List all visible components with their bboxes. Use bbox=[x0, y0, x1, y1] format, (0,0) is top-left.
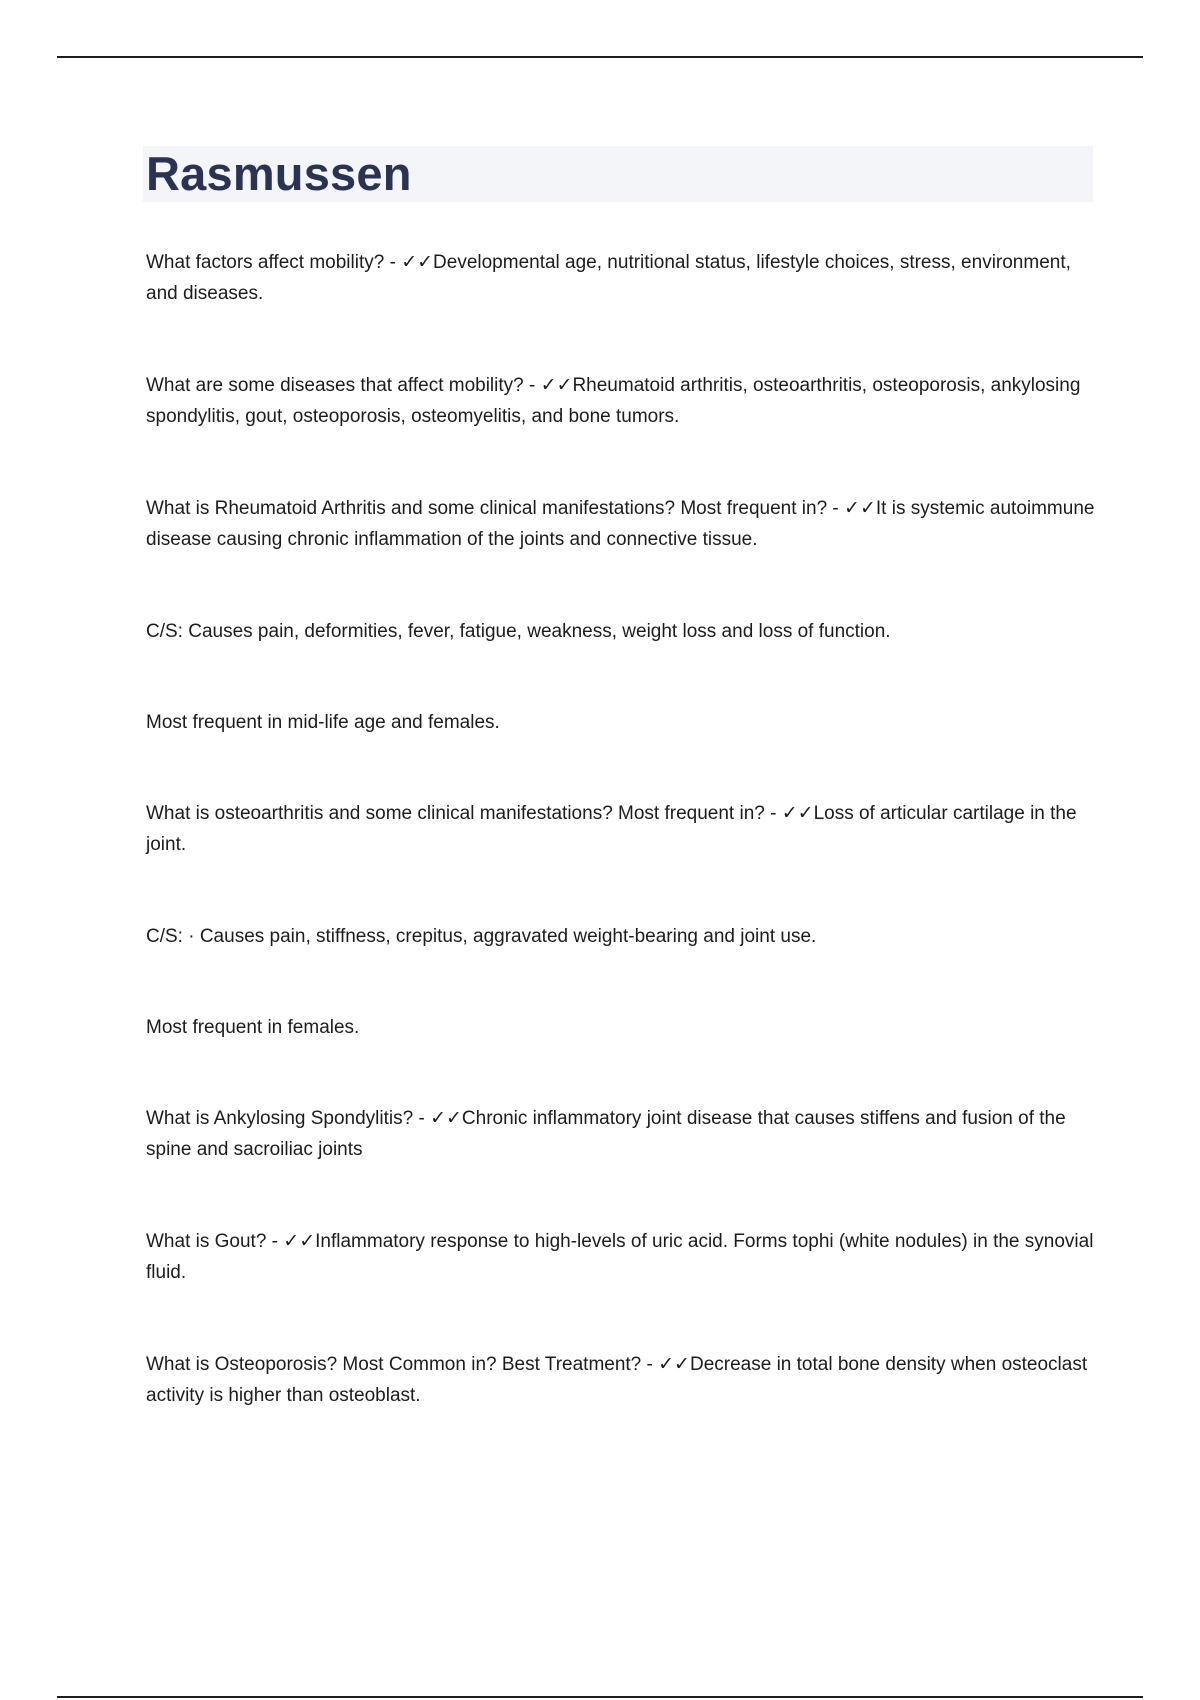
question-text: What is osteoarthritis and some clinical manifestations? Most frequent in? - bbox=[146, 803, 782, 824]
qa-entry bbox=[146, 493, 1096, 555]
double-check-icon: ✓✓ bbox=[401, 251, 434, 273]
double-check-icon: ✓✓ bbox=[283, 1230, 316, 1252]
question-text: What is Gout? - bbox=[146, 1231, 284, 1252]
bottom-rule bbox=[57, 1696, 1143, 1698]
double-check-icon: ✓✓ bbox=[540, 374, 573, 396]
answer-continuation: Most frequent in females. bbox=[146, 1017, 360, 1038]
question-text: What is Osteoporosis? Most Common in? Best Treatment? - bbox=[146, 1354, 659, 1375]
question-text: What factors affect mobility? - bbox=[146, 252, 402, 273]
answer-text: Chronic inflammatory joint disease that causes stiffens and fusion of the spine and sacroiliac joints bbox=[146, 1108, 1066, 1160]
double-check-icon: ✓✓ bbox=[430, 1107, 462, 1129]
top-rule bbox=[57, 56, 1143, 58]
double-check-icon: ✓✓ bbox=[781, 802, 814, 824]
qa-entry bbox=[146, 1103, 1096, 1165]
question-text: What is Ankylosing Spondylitis? - bbox=[146, 1108, 431, 1129]
answer-continuation: C/S: · Causes pain, stiffness, crepitus, aggravated weight-bearing and joint use. bbox=[146, 926, 817, 947]
answer-text: Rheumatoid arthritis, osteoarthritis, osteoporosis, ankylosing spondylitis, gout, osteoporosis, osteomyelitis, and bone tumors. bbox=[146, 375, 1081, 427]
document-title: Rasmussen bbox=[146, 147, 412, 200]
answer-text: Inflammatory response to high-levels of uric acid. Forms tophi (white nodules) in the synovial fluid. bbox=[146, 1231, 1094, 1283]
double-check-icon: ✓✓ bbox=[658, 1353, 690, 1375]
qa-entry bbox=[146, 370, 1096, 432]
qa-entry bbox=[146, 1349, 1096, 1411]
question-text: What are some diseases that affect mobility? - bbox=[146, 375, 541, 396]
qa-entry bbox=[146, 1226, 1096, 1288]
answer-text: Developmental age, nutritional status, lifestyle choices, stress, environment, and diseases. bbox=[146, 252, 1071, 304]
answer-continuation: C/S: Causes pain, deformities, fever, fatigue, weakness, weight loss and loss of function. bbox=[146, 621, 891, 642]
qa-entry bbox=[146, 798, 1096, 860]
answer-text: Loss of articular cartilage in the joint. bbox=[146, 803, 1077, 855]
question-text: What is Rheumatoid Arthritis and some clinical manifestations? Most frequent in? - bbox=[146, 498, 845, 519]
document-body bbox=[146, 247, 1096, 1472]
double-check-icon: ✓✓ bbox=[844, 497, 876, 519]
answer-text: It is systemic autoimmune disease causing chronic inflammation of the joints and connective tissue. bbox=[146, 498, 1095, 550]
answer-continuation: Most frequent in mid-life age and females. bbox=[146, 712, 500, 733]
answer-text: Decrease in total bone density when osteoclast activity is higher than osteoblast. bbox=[146, 1354, 1088, 1406]
qa-entry bbox=[146, 247, 1096, 309]
